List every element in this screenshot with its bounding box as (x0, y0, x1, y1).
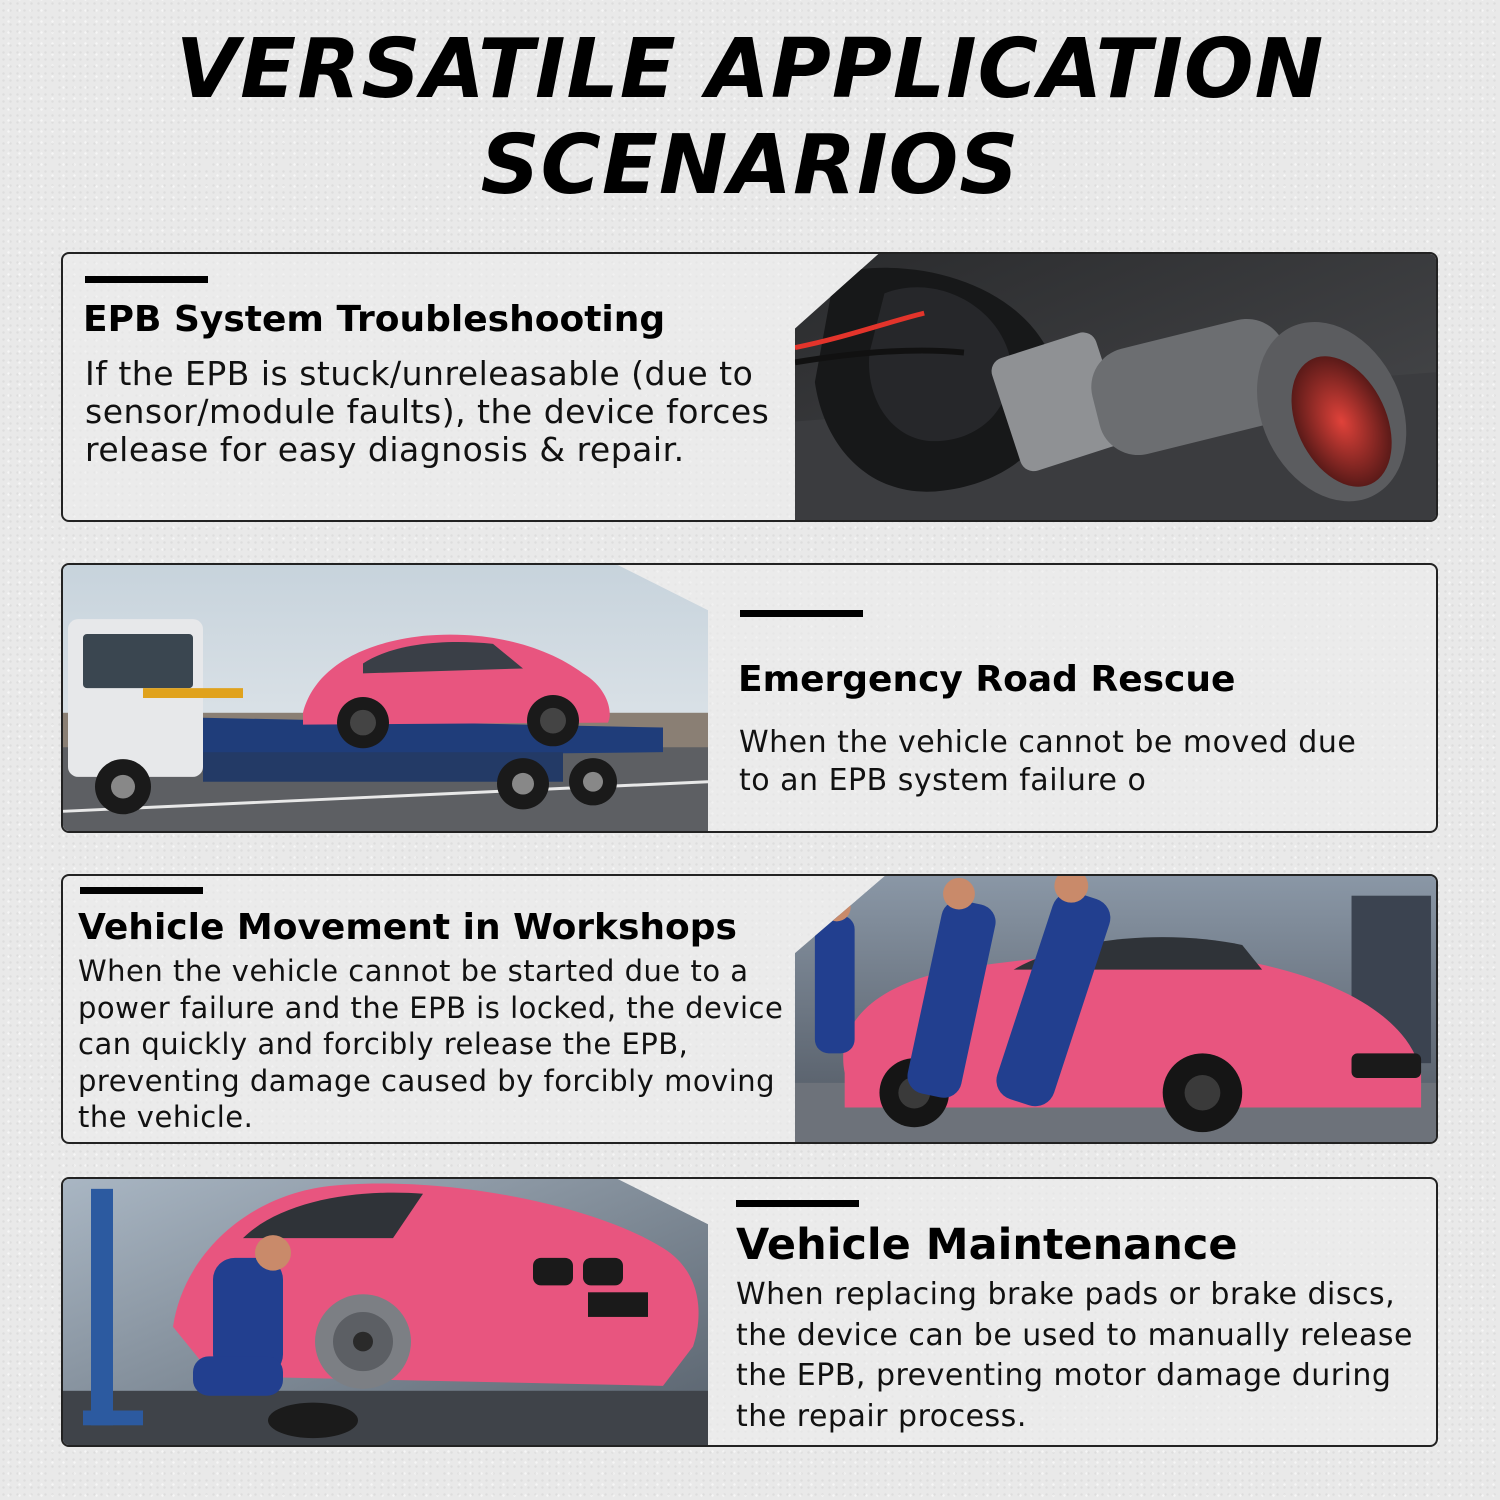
heading-accent-bar (740, 610, 863, 617)
scenario-card-workshop-movement (61, 874, 1438, 1144)
heading-accent-bar (736, 1200, 859, 1207)
scenario-heading: EPB System Troubleshooting (83, 299, 666, 340)
scenario-heading: Emergency Road Rescue (738, 659, 1236, 700)
scenario-description: When the vehicle cannot be moved due to an EPB system failure o (739, 725, 1357, 798)
scenario-description: When replacing brake pads or brake discs, the device can be used to manually release the EPB, preventing motor damage during the repair process. (736, 1277, 1414, 1434)
scenario-heading: Vehicle Maintenance (736, 1220, 1238, 1270)
mechanic-servicing-brake-disc-image (63, 1179, 708, 1445)
page-title-line-2: SCENARIOS (480, 118, 1020, 213)
page-title-line-1: VERSATILE APPLICATION (175, 22, 1325, 117)
scenario-card-road-rescue (61, 563, 1438, 833)
scenario-description: If the EPB is stuck/unreleasable (due to sensor/module faults), the device forces release for easy diagnosis & repair. (85, 354, 770, 469)
pink-car-on-tow-truck-image (63, 565, 708, 831)
page-title (0, 22, 1500, 214)
scenario-card-epb-troubleshooting (61, 252, 1438, 522)
scenario-heading: Vehicle Movement in Workshops (78, 907, 737, 948)
scenario-card-vehicle-maintenance (61, 1177, 1438, 1447)
heading-accent-bar (85, 276, 208, 283)
scenario-description: When the vehicle cannot be started due to a power failure and the EPB is locked, the device can quickly and forcibly release the EPB, preventing damage caused by forcibly moving the vehicle. (78, 954, 784, 1134)
mechanic-gloved-hands-epb-connector-image (795, 254, 1436, 520)
mechanics-pushing-pink-car-image (795, 876, 1436, 1142)
heading-accent-bar (80, 887, 203, 894)
